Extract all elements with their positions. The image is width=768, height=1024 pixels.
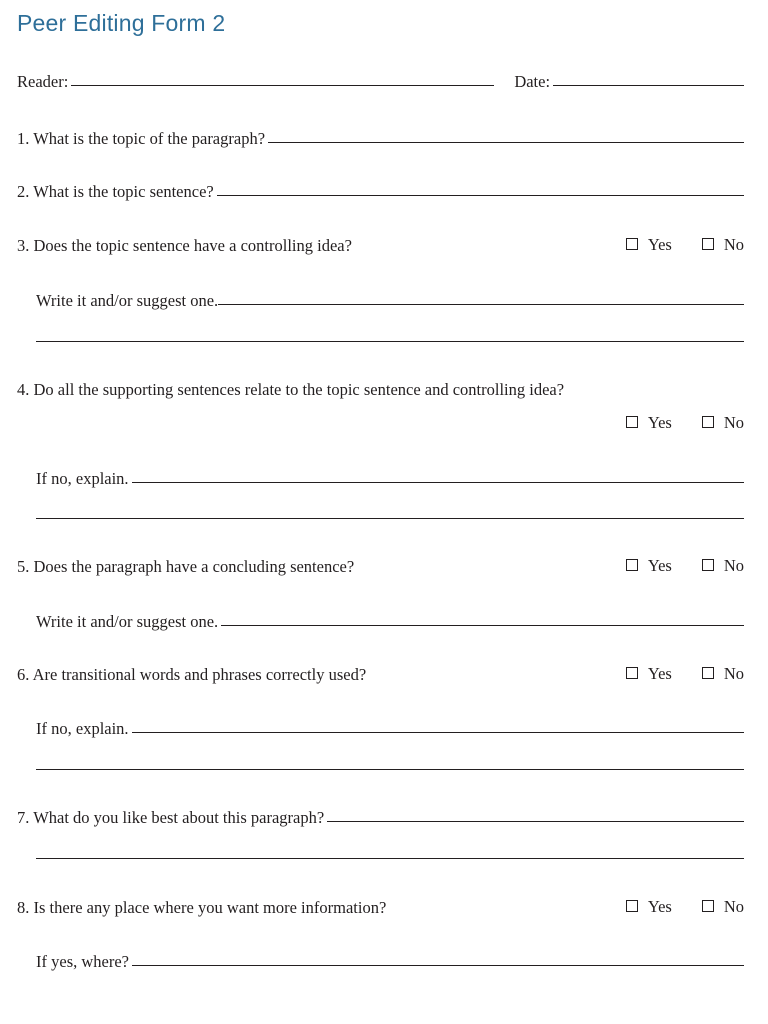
question-7-text: 7. What do you like best about this paragraph? — [17, 808, 325, 827]
question-6-followup-line[interactable] — [132, 732, 744, 733]
question-5-followup-line[interactable] — [221, 625, 744, 626]
question-5-text: 5. Does the paragraph have a concluding sentence? — [17, 557, 355, 576]
question-6-no-option[interactable]: No — [702, 664, 744, 684]
question-8-text: 8. Is there any place where you want more information? — [17, 898, 387, 917]
question-8-followup-text: If yes, where? — [36, 952, 129, 971]
question-4-text: 4. Do all the supporting sentences relate to the topic sentence and controlling idea? — [17, 380, 565, 399]
question-6-text: 6. Are transitional words and phrases correctly used? — [17, 665, 367, 684]
question-4-no-option[interactable]: No — [702, 413, 744, 433]
question-5-yes-option[interactable]: Yes — [626, 556, 672, 576]
question-6-followup-text: If no, explain. — [36, 719, 129, 738]
checkbox-icon[interactable] — [702, 238, 714, 250]
question-4-followup — [36, 465, 744, 489]
question-2-text: 2. What is the topic sentence? — [17, 182, 214, 201]
question-2 — [17, 178, 744, 202]
question-4-followup-line[interactable] — [132, 482, 744, 483]
question-1-answer-line[interactable] — [268, 142, 744, 143]
question-7-extra-line[interactable] — [36, 858, 744, 859]
question-5 — [17, 553, 744, 577]
question-4-followup-text: If no, explain. — [36, 469, 129, 488]
question-5-no-option[interactable]: No — [702, 556, 744, 576]
checkbox-icon[interactable] — [626, 416, 638, 428]
question-1 — [17, 125, 744, 149]
date-field[interactable] — [553, 85, 744, 86]
reader-field[interactable] — [71, 85, 494, 86]
question-5-followup-text: Write it and/or suggest one. — [36, 612, 219, 631]
question-4-extra-line[interactable] — [36, 518, 744, 519]
checkbox-icon[interactable] — [626, 238, 638, 250]
question-4 — [17, 376, 744, 400]
question-7 — [17, 804, 744, 828]
question-3-followup-text: Write it and/or suggest one. — [36, 291, 219, 310]
question-8-yes-option[interactable]: Yes — [626, 897, 672, 917]
question-1-text: 1. What is the topic of the paragraph? — [17, 129, 266, 148]
checkbox-icon[interactable] — [702, 559, 714, 571]
question-3 — [17, 232, 744, 256]
form-title: Peer Editing Form 2 — [17, 10, 226, 36]
question-2-answer-line[interactable] — [217, 195, 744, 196]
checkbox-icon[interactable] — [702, 416, 714, 428]
question-6 — [17, 661, 744, 685]
checkbox-icon[interactable] — [626, 667, 638, 679]
question-6-followup — [36, 715, 744, 739]
checkbox-icon[interactable] — [702, 900, 714, 912]
question-8-no-option[interactable]: No — [702, 897, 744, 917]
question-6-yes-option[interactable]: Yes — [626, 664, 672, 684]
question-7-answer-line[interactable] — [327, 821, 744, 822]
date-label: Date: — [514, 72, 551, 91]
question-3-no-option[interactable]: No — [702, 235, 744, 255]
question-3-yes-option[interactable]: Yes — [626, 235, 672, 255]
checkbox-icon[interactable] — [626, 559, 638, 571]
question-5-followup — [36, 608, 744, 632]
reader-date-row — [17, 68, 744, 92]
question-8-followup — [36, 948, 744, 972]
question-8 — [17, 894, 744, 918]
question-4-options-row — [17, 410, 744, 434]
question-3-extra-line[interactable] — [36, 341, 744, 342]
checkbox-icon[interactable] — [702, 667, 714, 679]
reader-label: Reader: — [17, 72, 69, 91]
question-3-followup-line[interactable] — [218, 304, 744, 305]
question-4-yes-option[interactable]: Yes — [626, 413, 672, 433]
question-6-extra-line[interactable] — [36, 769, 744, 770]
checkbox-icon[interactable] — [626, 900, 638, 912]
question-8-followup-line[interactable] — [132, 965, 744, 966]
question-3-text: 3. Does the topic sentence have a controlling idea? — [17, 236, 352, 255]
question-3-followup — [36, 287, 744, 311]
